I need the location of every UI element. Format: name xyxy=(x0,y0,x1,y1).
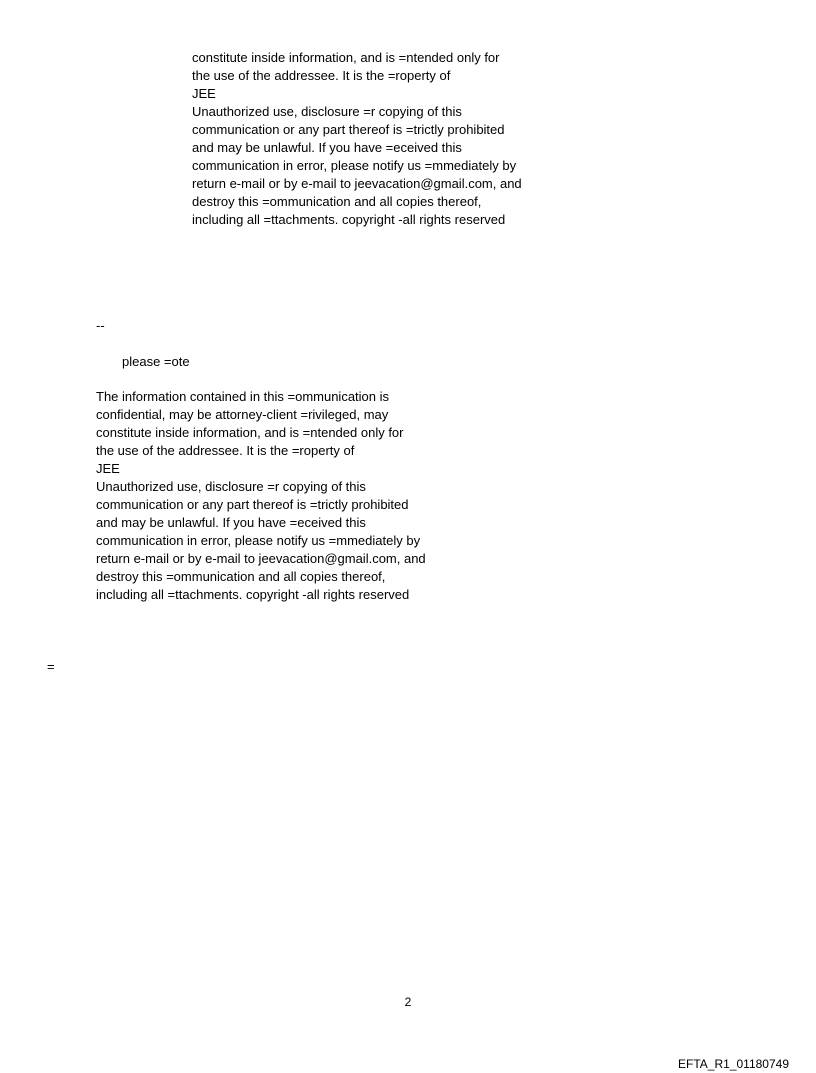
notice-line: communication in error, please notify us =mmediately by xyxy=(96,533,421,548)
notice-line: communication or any part thereof is =trictly prohibited xyxy=(192,122,505,137)
trailing-equals-mark: = xyxy=(47,659,55,674)
page-number: 2 xyxy=(404,995,412,1009)
signature-separator: -- xyxy=(96,318,105,333)
notice-line: The information contained in this =ommunication is xyxy=(96,389,390,404)
quoted-confidentiality-notice xyxy=(192,49,522,229)
notice-line: destroy this =ommunication and all copies thereof, xyxy=(192,194,482,209)
notice-line: Unauthorized use, disclosure =r copying of this xyxy=(192,104,462,119)
notice-line: confidential, may be attorney-client =rivileged, may xyxy=(96,407,389,422)
document-id: EFTA_R1_01180749 xyxy=(678,1057,789,1071)
notice-line: return e-mail or by e-mail to jeevacation@gmail.com, and xyxy=(192,176,522,191)
notice-line: communication in error, please notify us =mmediately by xyxy=(192,158,517,173)
notice-line: destroy this =ommunication and all copies thereof, xyxy=(96,569,386,584)
notice-line: JEE xyxy=(96,461,120,476)
notice-line: including all =ttachments. copyright -all rights reserved xyxy=(96,587,410,602)
please-note-heading: please =ote xyxy=(122,354,190,369)
notice-line: return e-mail or by e-mail to jeevacation@gmail.com, and xyxy=(96,551,426,566)
notice-line: and may be unlawful. If you have =eceived this xyxy=(192,140,462,155)
notice-line: JEE xyxy=(192,86,216,101)
notice-line: constitute inside information, and is =ntended only for xyxy=(192,50,500,65)
notice-line: the use of the addressee. It is the =roperty of xyxy=(96,443,355,458)
notice-line: and may be unlawful. If you have =eceived this xyxy=(96,515,366,530)
confidentiality-notice xyxy=(96,388,426,604)
notice-line: constitute inside information, and is =ntended only for xyxy=(96,425,404,440)
notice-line: the use of the addressee. It is the =roperty of xyxy=(192,68,451,83)
notice-line: including all =ttachments. copyright -all rights reserved xyxy=(192,212,506,227)
notice-line: communication or any part thereof is =trictly prohibited xyxy=(96,497,409,512)
notice-line: Unauthorized use, disclosure =r copying of this xyxy=(96,479,366,494)
